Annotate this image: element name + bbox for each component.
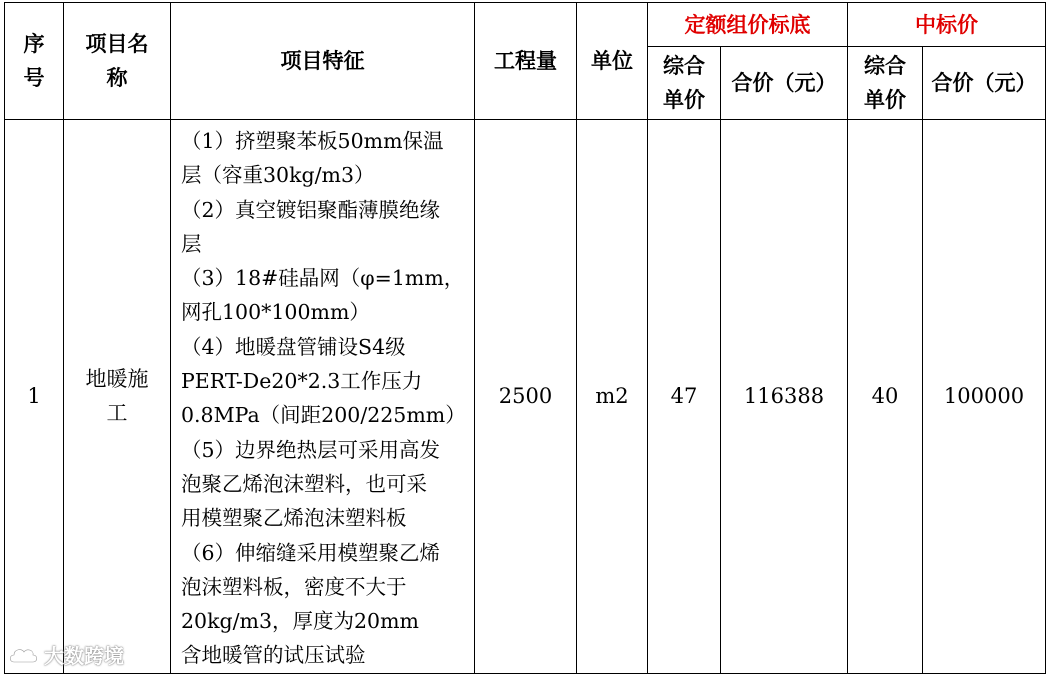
feature-line: 层（容重30kg/m3） <box>181 163 375 188</box>
feature-line: 层 <box>181 231 202 256</box>
cell-win-unit-price: 40 <box>848 120 923 674</box>
feature-line: PERT-De20*2.3工作压力 <box>181 369 423 394</box>
cell-name: 地暖施工 <box>64 120 171 674</box>
feature-line: 20kg/m3，厚度为20mm <box>181 609 419 634</box>
feature-line: （5）边界绝热层可采用高发 <box>181 437 441 462</box>
feature-line: 0.8MPa（间距200/225mm） <box>181 403 466 428</box>
header-winning-group: 中标价 <box>848 3 1046 47</box>
cell-unit: m2 <box>577 120 648 674</box>
pricing-table <box>4 2 1046 674</box>
header-name: 项目名称 <box>64 3 171 120</box>
feature-line: 含地暖管的试压试验 <box>181 643 366 668</box>
cell-seq: 1 <box>5 120 64 674</box>
header-win-unit-price: 综合单价 <box>848 47 923 120</box>
watermark-text: 大数跨境 <box>44 644 124 668</box>
feature-line: （3）18#硅晶网（φ=1mm， <box>181 266 465 291</box>
feature-line: （4）地暖盘管铺设S4级 <box>181 334 406 359</box>
feature-line: 用模塑聚乙烯泡沫塑料板 <box>181 506 407 531</box>
feature-line: （6）伸缩缝采用模塑聚乙烯 <box>181 540 441 565</box>
cloud-logo-icon <box>8 644 38 666</box>
cell-quota-unit-price: 47 <box>648 120 721 674</box>
header-unit: 单位 <box>577 3 648 120</box>
header-quota-unit-price: 综合单价 <box>648 47 721 120</box>
feature-line: （2）真空镀铝聚酯薄膜绝缘 <box>181 197 441 222</box>
header-seq: 序号 <box>5 3 64 120</box>
cell-quantity: 2500 <box>475 120 577 674</box>
watermark <box>8 640 124 669</box>
feature-line: 泡沫塑料板，密度不大于 <box>181 574 407 599</box>
feature-line: 网孔100*100mm） <box>181 300 370 325</box>
header-feature: 项目特征 <box>171 3 475 120</box>
cell-quota-total: 116388 <box>721 120 848 674</box>
feature-line: （1）挤塑聚苯板50mm保温 <box>181 129 444 153</box>
feature-line: 泡聚乙烯泡沫塑料，也可采 <box>181 471 427 496</box>
cell-feature <box>171 120 475 674</box>
cell-win-total: 100000 <box>923 120 1046 674</box>
table-row <box>5 120 1046 674</box>
header-quota-total: 合价（元） <box>721 47 848 120</box>
header-quantity: 工程量 <box>475 3 577 120</box>
header-quota-group: 定额组价标底 <box>648 3 848 47</box>
header-row-top <box>5 3 1046 47</box>
header-win-total: 合价（元） <box>923 47 1046 120</box>
